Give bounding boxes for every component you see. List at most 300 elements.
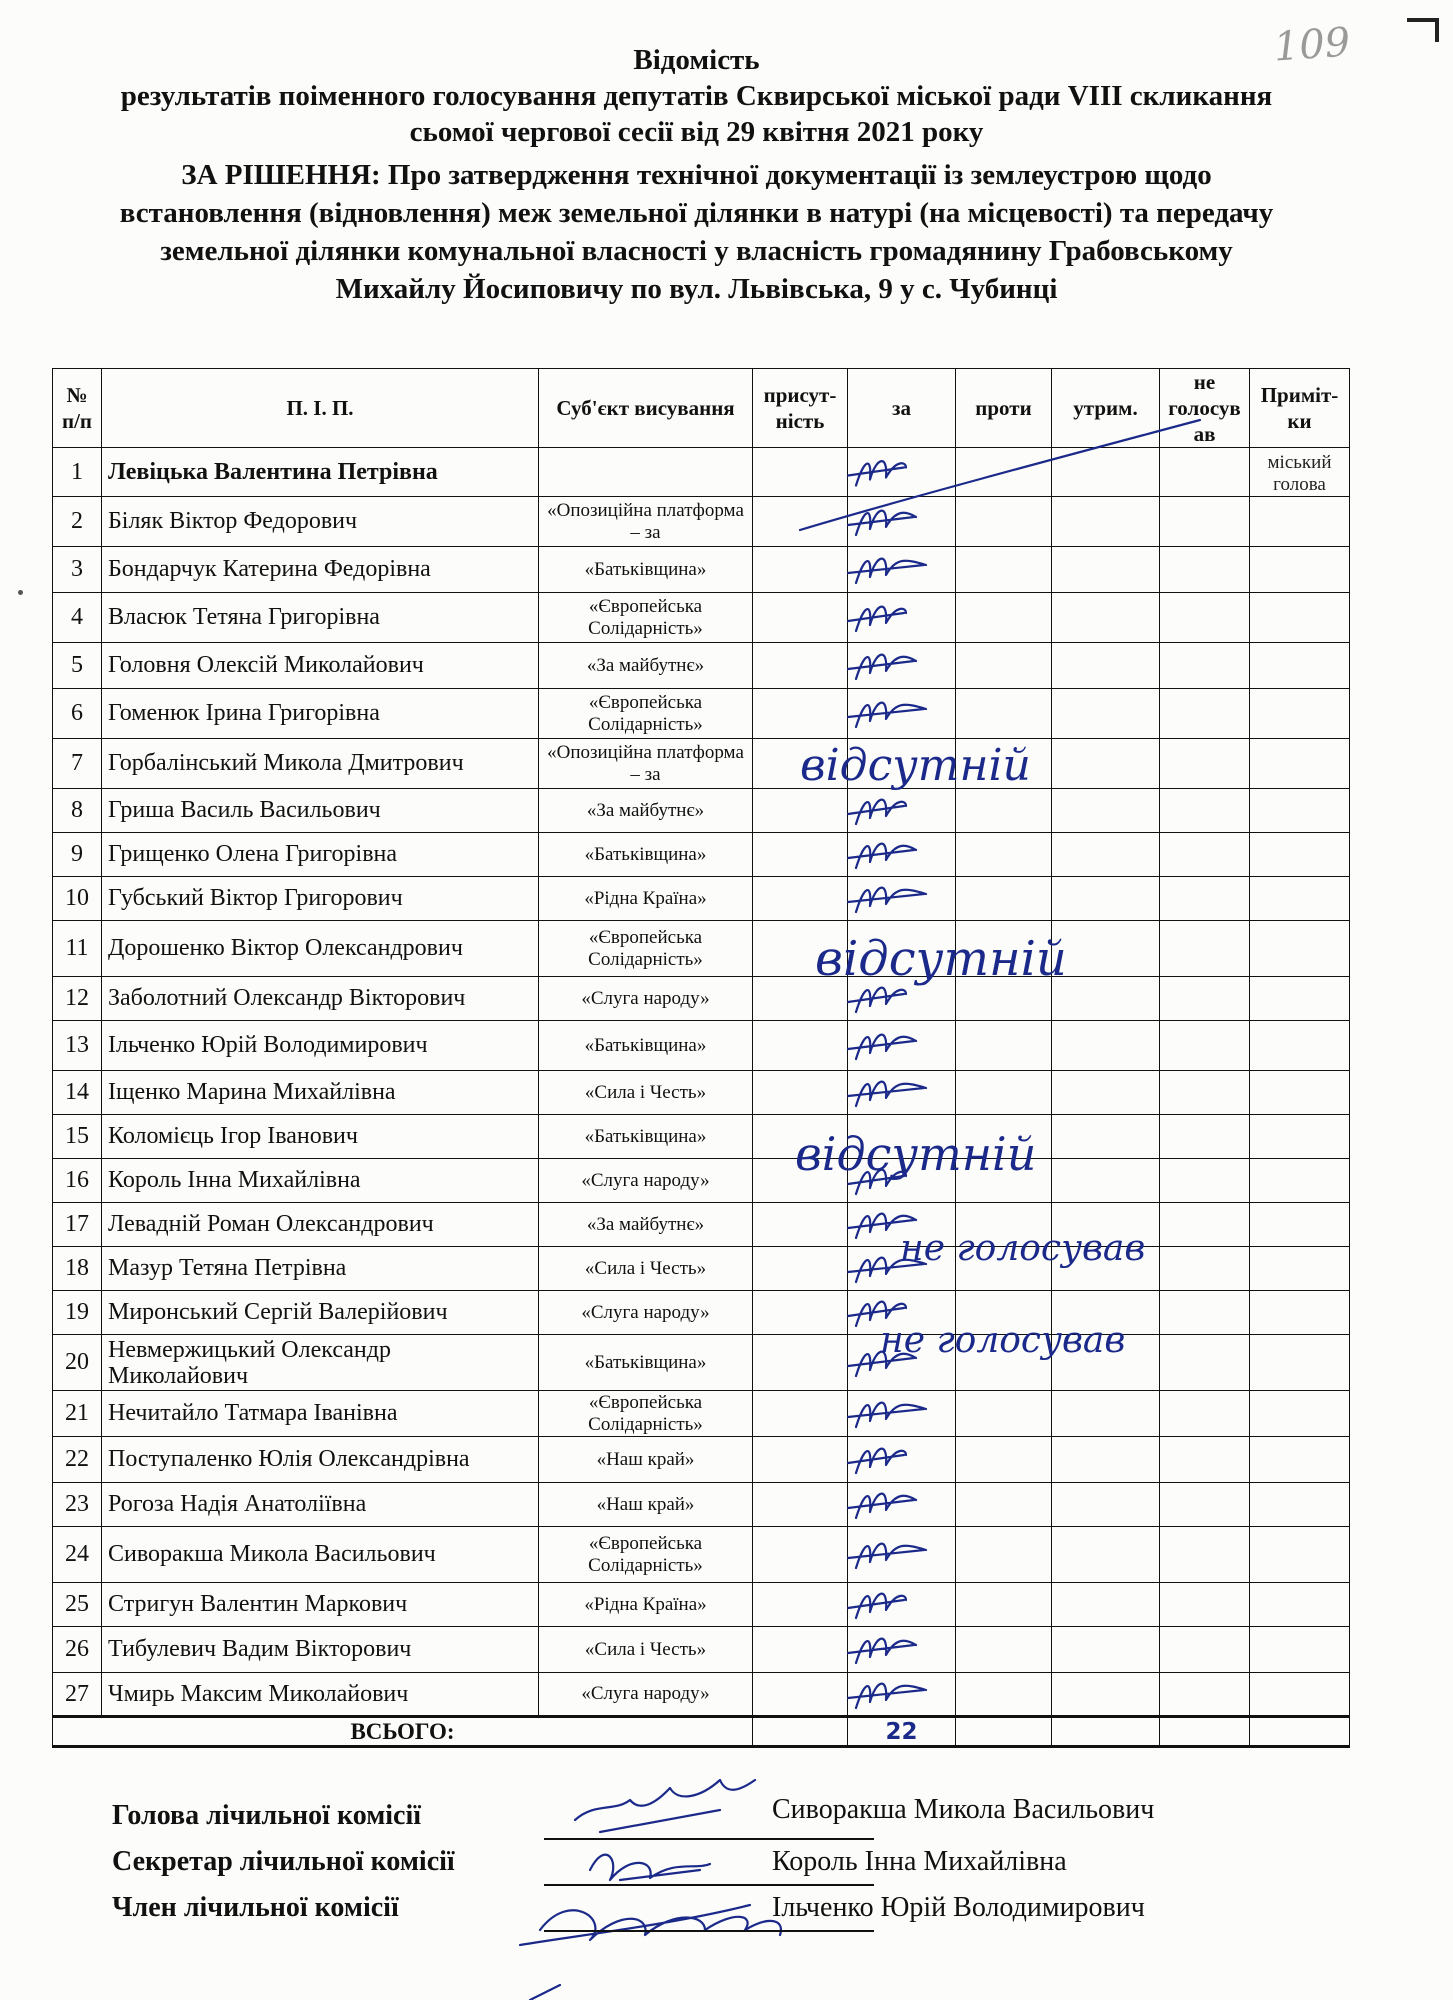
- abstain-cell: [1052, 1159, 1160, 1203]
- presence-cell: [753, 1071, 848, 1115]
- nominating-party: «Батьківщина»: [539, 1335, 753, 1391]
- vote-against-cell: [956, 1527, 1052, 1583]
- nominating-party: «Батьківщина»: [539, 1021, 753, 1071]
- presence-cell: [753, 1335, 848, 1391]
- presence-cell: [753, 1203, 848, 1247]
- vote-against-cell: [956, 1437, 1052, 1483]
- table-row: [53, 833, 1350, 877]
- total-against: [956, 1717, 1052, 1747]
- row-number: 9: [53, 833, 102, 877]
- deputy-name: Іщенко Марина Михайлівна: [102, 1071, 539, 1115]
- document-header: [40, 42, 1353, 308]
- not-voted-mark-1: не голосував: [900, 1228, 1146, 1269]
- vote-against-cell: [956, 497, 1052, 547]
- deputy-name: Горбалінський Микола Дмитрович: [102, 739, 539, 789]
- presence-cell: [753, 1247, 848, 1291]
- presence-cell: [753, 547, 848, 593]
- abstain-cell: [1052, 1437, 1160, 1483]
- table-row: [53, 547, 1350, 593]
- table-row: [53, 497, 1350, 547]
- vote-for-cell: [848, 1115, 956, 1159]
- col-header-presence: присут-ність: [753, 369, 848, 448]
- vote-for-cell: [848, 1247, 956, 1291]
- deputy-name: Грищенко Олена Григорівна: [102, 833, 539, 877]
- absent-mark-1: відсутній: [800, 740, 1031, 791]
- vote-for-cell: [848, 643, 956, 689]
- nominating-party: [539, 448, 753, 497]
- signature-line: [544, 1930, 874, 1932]
- vote-against-cell: [956, 1203, 1052, 1247]
- presence-cell: [753, 1583, 848, 1627]
- presence-cell: [753, 739, 848, 789]
- col-header-name: П. І. П.: [102, 369, 539, 448]
- vote-for-cell: [848, 1527, 956, 1583]
- row-number: 8: [53, 789, 102, 833]
- decision-line-1: ЗА РІШЕННЯ: Про затвердження технічної документації із землеустрою щодо: [181, 159, 1212, 191]
- deputy-name: Поступаленко Юлія Олександрівна: [102, 1437, 539, 1483]
- not-voted-cell: [1160, 1291, 1250, 1335]
- notes-cell: [1250, 1335, 1350, 1391]
- col-header-against: проти: [956, 369, 1052, 448]
- deputy-name: Біляк Віктор Федорович: [102, 497, 539, 547]
- row-number: 21: [53, 1391, 102, 1437]
- deputy-name: Коломієць Ігор Іванович: [102, 1115, 539, 1159]
- notes-cell: [1250, 877, 1350, 921]
- vote-for-cell: [848, 1071, 956, 1115]
- nominating-party: «Батьківщина»: [539, 1115, 753, 1159]
- table-row: [53, 1291, 1350, 1335]
- abstain-cell: [1052, 1115, 1160, 1159]
- table-row: [53, 643, 1350, 689]
- deputy-name: Левіцька Валентина Петрівна: [102, 448, 539, 497]
- deputy-name: Тибулевич Вадим Вікторович: [102, 1627, 539, 1673]
- abstain-cell: [1052, 1673, 1160, 1717]
- counting-committee: [112, 1794, 1352, 1938]
- not-voted-cell: [1160, 593, 1250, 643]
- row-number: 27: [53, 1673, 102, 1717]
- row-number: 3: [53, 547, 102, 593]
- table-row: [53, 1203, 1350, 1247]
- table-row: [53, 789, 1350, 833]
- row-number: 12: [53, 977, 102, 1021]
- abstain-cell: [1052, 1291, 1160, 1335]
- abstain-cell: [1052, 448, 1160, 497]
- nominating-party: «Європейська Солідарність»: [539, 921, 753, 977]
- committee-head-role: Голова лічильної комісії: [112, 1800, 422, 1831]
- nominating-party: «Європейська Солідарність»: [539, 1527, 753, 1583]
- table-row: [53, 1437, 1350, 1483]
- notes-cell: [1250, 833, 1350, 877]
- table-row: [53, 1021, 1350, 1071]
- abstain-cell: [1052, 643, 1160, 689]
- deputy-name: Стригун Валентин Маркович: [102, 1583, 539, 1627]
- not-voted-mark-2: не голосував: [880, 1320, 1126, 1361]
- vote-against-cell: [956, 1247, 1052, 1291]
- row-number: 22: [53, 1437, 102, 1483]
- presence-cell: [753, 833, 848, 877]
- notes-cell: [1250, 1071, 1350, 1115]
- table-row: [53, 448, 1350, 497]
- nominating-party: «Європейська Солідарність»: [539, 1391, 753, 1437]
- notes-cell: міський голова: [1250, 448, 1350, 497]
- table-header-row: [53, 369, 1350, 448]
- notes-cell: [1250, 1203, 1350, 1247]
- vote-for-cell: [848, 497, 956, 547]
- presence-cell: [753, 1291, 848, 1335]
- nominating-party: «Батьківщина»: [539, 547, 753, 593]
- col-header-abstain: утрим.: [1052, 369, 1160, 448]
- row-number: 2: [53, 497, 102, 547]
- abstain-cell: [1052, 1527, 1160, 1583]
- notes-cell: [1250, 1527, 1350, 1583]
- abstain-cell: [1052, 1627, 1160, 1673]
- not-voted-cell: [1160, 497, 1250, 547]
- abstain-cell: [1052, 547, 1160, 593]
- vote-against-cell: [956, 1159, 1052, 1203]
- nominating-party: «За майбутнє»: [539, 789, 753, 833]
- abstain-cell: [1052, 1021, 1160, 1071]
- not-voted-cell: [1160, 1115, 1250, 1159]
- deputy-name: Король Інна Михайлівна: [102, 1159, 539, 1203]
- presence-cell: [753, 977, 848, 1021]
- table-row: [53, 921, 1350, 977]
- vote-for-cell: [848, 689, 956, 739]
- not-voted-cell: [1160, 977, 1250, 1021]
- total-presence: [753, 1717, 848, 1747]
- committee-secretary-name: Король Інна Михайлівна: [772, 1846, 1067, 1877]
- row-number: 6: [53, 689, 102, 739]
- scan-dot: [18, 590, 23, 595]
- vote-against-cell: [956, 921, 1052, 977]
- abstain-cell: [1052, 1247, 1160, 1291]
- deputy-name: Бондарчук Катерина Федорівна: [102, 547, 539, 593]
- nominating-party: «Рідна Країна»: [539, 877, 753, 921]
- not-voted-cell: [1160, 1527, 1250, 1583]
- presence-cell: [753, 497, 848, 547]
- vote-against-cell: [956, 1673, 1052, 1717]
- abstain-cell: [1052, 877, 1160, 921]
- nominating-party: «Слуга народу»: [539, 1673, 753, 1717]
- row-number: 23: [53, 1483, 102, 1527]
- vote-against-cell: [956, 1391, 1052, 1437]
- vote-against-cell: [956, 1115, 1052, 1159]
- vote-for-cell: [848, 1021, 956, 1071]
- not-voted-cell: [1160, 1391, 1250, 1437]
- abstain-cell: [1052, 1391, 1160, 1437]
- not-voted-cell: [1160, 448, 1250, 497]
- deputy-name: Сиворакша Микола Васильович: [102, 1527, 539, 1583]
- committee-secretary-row: [112, 1846, 1352, 1892]
- table-row: [53, 1391, 1350, 1437]
- nominating-party: «Сила і Честь»: [539, 1071, 753, 1115]
- signature-line: [544, 1838, 874, 1840]
- row-number: 1: [53, 448, 102, 497]
- table-row: [53, 1247, 1350, 1291]
- not-voted-cell: [1160, 643, 1250, 689]
- not-voted-cell: [1160, 1483, 1250, 1527]
- presence-cell: [753, 689, 848, 739]
- total-not-voted: [1160, 1717, 1250, 1747]
- abstain-cell: [1052, 921, 1160, 977]
- deputy-name: Левадній Роман Олександрович: [102, 1203, 539, 1247]
- total-abstain: [1052, 1717, 1160, 1747]
- table-row: [53, 1071, 1350, 1115]
- table-row: [53, 739, 1350, 789]
- nominating-party: «Наш край»: [539, 1437, 753, 1483]
- vote-against-cell: [956, 1627, 1052, 1673]
- notes-cell: [1250, 1247, 1350, 1291]
- notes-cell: [1250, 1437, 1350, 1483]
- presence-cell: [753, 1159, 848, 1203]
- not-voted-cell: [1160, 1247, 1250, 1291]
- nominating-party: «Сила і Честь»: [539, 1627, 753, 1673]
- notes-cell: [1250, 689, 1350, 739]
- total-label: ВСЬОГО:: [53, 1717, 753, 1747]
- not-voted-cell: [1160, 1071, 1250, 1115]
- notes-cell: [1250, 1483, 1350, 1527]
- vote-for-cell: [848, 739, 956, 789]
- deputy-name: Чмирь Максим Миколайович: [102, 1673, 539, 1717]
- not-voted-cell: [1160, 547, 1250, 593]
- deputy-name: Мазур Тетяна Петрівна: [102, 1247, 539, 1291]
- abstain-cell: [1052, 833, 1160, 877]
- col-header-number: № п/п: [53, 369, 102, 448]
- col-header-notes: Приміт-ки: [1250, 369, 1350, 448]
- not-voted-cell: [1160, 877, 1250, 921]
- table-row: [53, 1115, 1350, 1159]
- notes-cell: [1250, 1115, 1350, 1159]
- vote-for-cell: [848, 1335, 956, 1391]
- deputy-name: Ільченко Юрій Володимирович: [102, 1021, 539, 1071]
- committee-secretary-role: Секретар лічильної комісії: [112, 1846, 455, 1877]
- notes-cell: [1250, 497, 1350, 547]
- notes-cell: [1250, 643, 1350, 689]
- abstain-cell: [1052, 1483, 1160, 1527]
- vote-against-cell: [956, 593, 1052, 643]
- row-number: 14: [53, 1071, 102, 1115]
- not-voted-cell: [1160, 789, 1250, 833]
- not-voted-cell: [1160, 1627, 1250, 1673]
- abstain-cell: [1052, 977, 1160, 1021]
- vote-for-cell: [848, 448, 956, 497]
- table-row: [53, 977, 1350, 1021]
- vote-against-cell: [956, 1291, 1052, 1335]
- abstain-cell: [1052, 593, 1160, 643]
- vote-table: [52, 368, 1350, 1748]
- not-voted-cell: [1160, 1203, 1250, 1247]
- row-number: 26: [53, 1627, 102, 1673]
- notes-cell: [1250, 547, 1350, 593]
- committee-member-name: Ільченко Юрій Володимирович: [772, 1892, 1145, 1923]
- abstain-cell: [1052, 739, 1160, 789]
- notes-cell: [1250, 739, 1350, 789]
- vote-for-cell: [848, 547, 956, 593]
- presence-cell: [753, 1673, 848, 1717]
- vote-for-cell: [848, 1673, 956, 1717]
- deputy-name: Губський Віктор Григорович: [102, 877, 539, 921]
- deputy-name: Нечитайло Татмара Іванівна: [102, 1391, 539, 1437]
- committee-head-row: [112, 1794, 1352, 1846]
- row-number: 11: [53, 921, 102, 977]
- row-number: 20: [53, 1335, 102, 1391]
- abstain-cell: [1052, 1335, 1160, 1391]
- presence-cell: [753, 789, 848, 833]
- notes-cell: [1250, 1583, 1350, 1627]
- deputy-name: Невмержицький Олександр Миколайович: [102, 1335, 539, 1391]
- row-number: 13: [53, 1021, 102, 1071]
- row-number: 5: [53, 643, 102, 689]
- deputy-name: Миронський Сергій Валерійович: [102, 1291, 539, 1335]
- row-number: 16: [53, 1159, 102, 1203]
- notes-cell: [1250, 1291, 1350, 1335]
- not-voted-cell: [1160, 1335, 1250, 1391]
- notes-cell: [1250, 1021, 1350, 1071]
- presence-cell: [753, 1115, 848, 1159]
- presence-cell: [753, 1627, 848, 1673]
- col-header-party: Суб'єкт висування: [539, 369, 753, 448]
- vote-against-cell: [956, 1335, 1052, 1391]
- not-voted-cell: [1160, 1673, 1250, 1717]
- presence-cell: [753, 1391, 848, 1437]
- nominating-party: «Сила і Честь»: [539, 1247, 753, 1291]
- deputy-name: Заболотний Олександр Вікторович: [102, 977, 539, 1021]
- table-row: [53, 877, 1350, 921]
- decision-line-3: земельної ділянки комунальної власності у власність громадянину Грабовському: [160, 235, 1233, 267]
- vote-against-cell: [956, 833, 1052, 877]
- vote-for-cell: [848, 1291, 956, 1335]
- row-number: 18: [53, 1247, 102, 1291]
- row-number: 15: [53, 1115, 102, 1159]
- row-number: 25: [53, 1583, 102, 1627]
- table-row: [53, 1527, 1350, 1583]
- row-number: 10: [53, 877, 102, 921]
- document-title: Відомість: [633, 44, 760, 76]
- notes-cell: [1250, 789, 1350, 833]
- committee-member-row: [112, 1892, 1352, 1938]
- table-row: [53, 1335, 1350, 1391]
- committee-head-name: Сиворакша Микола Васильович: [772, 1794, 1155, 1825]
- not-voted-cell: [1160, 1159, 1250, 1203]
- deputy-name: Рогоза Надія Анатоліївна: [102, 1483, 539, 1527]
- vote-for-cell: [848, 593, 956, 643]
- vote-for-cell: [848, 1391, 956, 1437]
- not-voted-cell: [1160, 689, 1250, 739]
- abstain-cell: [1052, 497, 1160, 547]
- table-row: [53, 1483, 1350, 1527]
- session-line: сьомої чергової сесії від 29 квітня 2021 року: [409, 116, 984, 148]
- row-number: 7: [53, 739, 102, 789]
- notes-cell: [1250, 921, 1350, 977]
- vote-for-cell: [848, 1583, 956, 1627]
- vote-for-cell: [848, 1483, 956, 1527]
- notes-cell: [1250, 977, 1350, 1021]
- presence-cell: [753, 1437, 848, 1483]
- col-header-for: за: [848, 369, 956, 448]
- not-voted-cell: [1160, 1583, 1250, 1627]
- deputy-name: Власюк Тетяна Григорівна: [102, 593, 539, 643]
- nominating-party: «Батьківщина»: [539, 833, 753, 877]
- vote-against-cell: [956, 689, 1052, 739]
- vote-for-cell: [848, 877, 956, 921]
- vote-against-cell: [956, 1483, 1052, 1527]
- not-voted-cell: [1160, 921, 1250, 977]
- presence-cell: [753, 877, 848, 921]
- table-row: [53, 593, 1350, 643]
- nominating-party: «Опозиційна платформа – за: [539, 497, 753, 547]
- total-for: 22: [848, 1717, 956, 1747]
- presence-cell: [753, 448, 848, 497]
- abstain-cell: [1052, 1203, 1160, 1247]
- row-number: 19: [53, 1291, 102, 1335]
- not-voted-cell: [1160, 1021, 1250, 1071]
- vote-for-cell: [848, 921, 956, 977]
- notes-cell: [1250, 1627, 1350, 1673]
- vote-against-cell: [956, 877, 1052, 921]
- nominating-party: «Рідна Країна»: [539, 1583, 753, 1627]
- presence-cell: [753, 643, 848, 689]
- absent-mark-3: відсутній: [795, 1127, 1037, 1181]
- deputy-name: Гриша Василь Васильович: [102, 789, 539, 833]
- nominating-party: «Опозиційна платформа – за: [539, 739, 753, 789]
- nominating-party: «Наш край»: [539, 1483, 753, 1527]
- vote-for-cell: [848, 789, 956, 833]
- vote-for-cell: [848, 833, 956, 877]
- abstain-cell: [1052, 689, 1160, 739]
- nominating-party: «Слуга народу»: [539, 1159, 753, 1203]
- not-voted-cell: [1160, 833, 1250, 877]
- absent-mark-2: відсутній: [815, 931, 1067, 987]
- nominating-party: «Слуга народу»: [539, 1291, 753, 1335]
- signature-line: [544, 1884, 874, 1886]
- vote-against-cell: [956, 1071, 1052, 1115]
- presence-cell: [753, 593, 848, 643]
- vote-for-cell: [848, 977, 956, 1021]
- vote-for-cell: [848, 1203, 956, 1247]
- not-voted-cell: [1160, 1437, 1250, 1483]
- deputy-name: Дорошенко Віктор Олександрович: [102, 921, 539, 977]
- vote-against-cell: [956, 789, 1052, 833]
- vote-for-cell: [848, 1159, 956, 1203]
- table-row: [53, 689, 1350, 739]
- total-row: [53, 1717, 1350, 1747]
- vote-against-cell: [956, 1021, 1052, 1071]
- notes-cell: [1250, 1673, 1350, 1717]
- table-row: [53, 1583, 1350, 1627]
- presence-cell: [753, 1483, 848, 1527]
- corner-mark: [1407, 18, 1439, 42]
- vote-against-cell: [956, 547, 1052, 593]
- vote-for-cell: [848, 1627, 956, 1673]
- abstain-cell: [1052, 1583, 1160, 1627]
- nominating-party: «Європейська Солідарність»: [539, 689, 753, 739]
- abstain-cell: [1052, 1071, 1160, 1115]
- vote-against-cell: [956, 1583, 1052, 1627]
- abstain-cell: [1052, 789, 1160, 833]
- table-row: [53, 1627, 1350, 1673]
- table-row: [53, 1159, 1350, 1203]
- table-row: [53, 1673, 1350, 1717]
- committee-member-role: Член лічильної комісії: [112, 1892, 399, 1923]
- vote-against-cell: [956, 448, 1052, 497]
- notes-cell: [1250, 1159, 1350, 1203]
- decision-line-2: встановлення (відновлення) меж земельної ділянки в натурі (на місцевості) та передачу: [119, 197, 1274, 229]
- vote-against-cell: [956, 739, 1052, 789]
- row-number: 4: [53, 593, 102, 643]
- nominating-party: «Європейська Солідарність»: [539, 593, 753, 643]
- presence-cell: [753, 1021, 848, 1071]
- nominating-party: «За майбутнє»: [539, 643, 753, 689]
- deputy-name: Головня Олексій Миколайович: [102, 643, 539, 689]
